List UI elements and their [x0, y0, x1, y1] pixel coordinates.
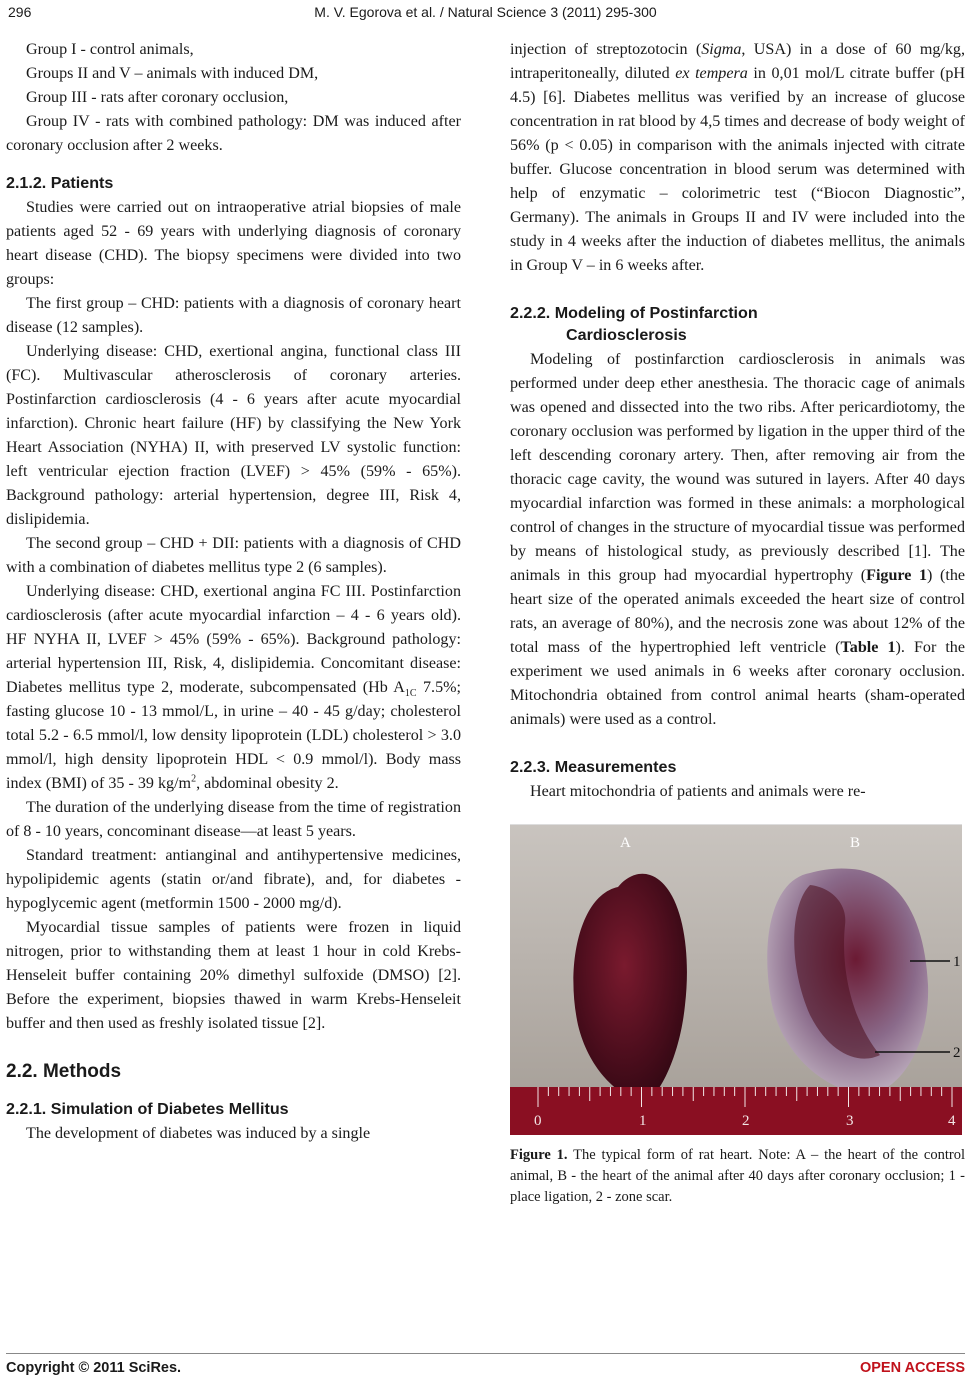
running-title: M. V. Egorova et al. / Natural Science 3 (2011) 295-300 [314, 4, 657, 20]
ruler-label: 1 [639, 1113, 647, 1129]
page-footer [6, 1360, 965, 1382]
figure-rat-hearts [510, 824, 962, 1135]
group-item: Group III - rats after coronary occlusion, [26, 89, 289, 106]
ruler-label: 3 [846, 1113, 854, 1129]
group-item: Group I - control animals, [26, 41, 194, 58]
ruler-label: 4 [948, 1113, 956, 1129]
ruler-strip [510, 1087, 962, 1135]
copyright: Copyright © 2011 SciRes. [6, 1360, 182, 1376]
marker-label-2: 2 [953, 1045, 961, 1061]
group-item: Groups II and V – animals with induced DM, [26, 65, 319, 82]
paragraph: Underlying disease: CHD, exertional angina, functional class III (FC). Multivascular atherosclerosis of coronary arteries. Postinfarction cardiosclerosis (4 - 6 years after acute myocardial infarction). Chronic heart failure (HF) by classifying the New York Heart Association (NYHA) II, with preserved LV systolic function: left ventricular ejection fraction (LVEF) > 45% (59% - 65%). Background pathology: arterial hypertension, degree III, Risk 4, dislipidemia. [6, 343, 461, 528]
section-heading-measurements: 2.2.3. Measurementes [510, 758, 677, 776]
figure-caption: Figure 1. The typical form of rat heart. Note: A – the heart of the control animal, B - the heart of the animal after 40 days after coronary occlusion; 1 - place ligation, 2 - zone scar. [510, 1147, 966, 1205]
paragraph: Modeling of postinfarction cardiosclerosis in animals was performed under deep ether anesthesia. The thoracic cage of animals was opened and dissected into the two ribs. After pericardiotomy, the coronary occlusion was performed by ligation in the upper third of the left descending coronary artery. Then, after removing air from the thoracic cage cavity, the wound was sutured in layers. After 40 days myocardial infarction was formed in these animals: a morphological control of changes in the structure of myocardial tissue was performed by means of histological study, as previously described [1]. The animals in this group had myocardial hypertrophy (Figure 1) (the heart size of the operated animals exceeded the heart size of control rats, an average of 80%), and the necrosis zone was about 12% of the total mass of the hypertrophied left ventricle (Table 1). For the experiment we used animals in 6 weeks after coronary occlusion. Mitochondria obtained from control animal hearts (sham-operated animals) were used as a control. [510, 351, 966, 728]
right-column [510, 38, 965, 1208]
paragraph: The first group – CHD: patients with a diagnosis of coronary heart disease (12 samples). [6, 295, 461, 336]
paragraph: Standard treatment: antianginal and antihypertensive medicines, hypolipidemic agents (statin or/and fibrate), and, for diabetes - hypoglycemic agent (metformin 1500 - 2000 mg/d). [6, 847, 461, 912]
label-a: A [620, 835, 631, 851]
marker-label-1: 1 [953, 954, 961, 970]
section-heading-cardiosclerosis: 2.2.2. Modeling of Postinfarction Cardiosclerosis [510, 304, 758, 344]
paragraph: injection of streptozotocin (Sigma, USA) in a dose of 60 mg/kg, intraperitoneally, diluted ex tempera in 0,01 mol/L citrate buffer (pH 4.5) [6]. Diabetes mellitus was verified by an increase of glucose concentration in rat blood by 4,5 times and decrease of body weight of 56% (p < 0.05) in comparison with the animals injected with citrate buffer. Glucose concentration in blood serum was determined with help of enzymatic – colorimetric test (“Biocon Diagnostic”, Germany). The animals in Groups II and IV were included into the study in 4 weeks after the induction of diabetes mellitus, the animals in Group V – in 6 weeks after. [510, 41, 965, 274]
section-heading-patients: 2.1.2. Patients [6, 174, 114, 192]
paragraph: The duration of the underlying disease from the time of registration of 8 - 10 years, concominant disease—at least 5 years. [6, 799, 461, 840]
group-item: Group IV - rats with combined pathology: DM was induced after coronary occlusion after 2 weeks. [6, 113, 461, 154]
label-b: B [850, 835, 861, 851]
paragraph: Studies were carried out on intraoperative atrial biopsies of male patients aged 52 - 69 years with underlying diagnosis of coronary heart disease (CHD). The biopsy specimens were divided into two groups: [6, 199, 461, 288]
running-header [8, 4, 963, 24]
ruler-label: 2 [742, 1113, 750, 1129]
paragraph: The second group – CHD + DII: patients with a diagnosis of CHD with a combination of diabetes mellitus type 2 (6 samples). [6, 535, 461, 576]
paragraph: Myocardial tissue samples of patients were frozen in liquid nitrogen, prior to withstanding them at least 1 hour in cold Krebs-Henseleit buffer containing 20% dimethyl sulfoxide (DMSO) [2]. Before the experiment, biopsies thawed in warm Krebs-Henseleit buffer and then used as freshly isolated tissue [2]. [6, 919, 461, 1032]
footer-rule [6, 1353, 965, 1354]
open-access-label: OPEN ACCESS [859, 1360, 965, 1376]
section-heading-diabetes: 2.2.1. Simulation of Diabetes Mellitus [6, 1100, 289, 1118]
ruler-label: 0 [534, 1113, 542, 1129]
left-column [6, 38, 461, 1146]
paragraph: Heart mitochondria of patients and animals were re- [530, 783, 866, 800]
paragraph: The development of diabetes was induced by a single [26, 1125, 371, 1142]
rat-heart-photo [510, 825, 962, 1135]
section-heading-methods: 2.2. Methods [6, 1061, 122, 1082]
page-number: 296 [8, 4, 32, 20]
paragraph: Underlying disease: CHD, exertional angina FC III. Postinfarction cardiosclerosis (after acute myocardial infarction – 4 - 6 years old). HF NYHA II, LVEF > 45% (59% - 65%). Background pathology: arterial hypertension III, Risk, 4, dislipidemia. Concomitant disease: Diabetes mellitus type 2, moderate, subcompensated (Hb $A_{1C}$ 7.5%; fasting glucose 10 - 13 mmol/L, in urine – 40 - 45 g/day; cholesterol total 5.2 - 6.5 mmol/l, low density lipoprotein (LDL) cholesterol > 3.0 mmol/l, high density lipoprotein HDL < 0.9 mmol/l). Body mass index (BMI) of 35 - 39 $kg/m^2$, abdominal obesity 2. [6, 583, 461, 792]
